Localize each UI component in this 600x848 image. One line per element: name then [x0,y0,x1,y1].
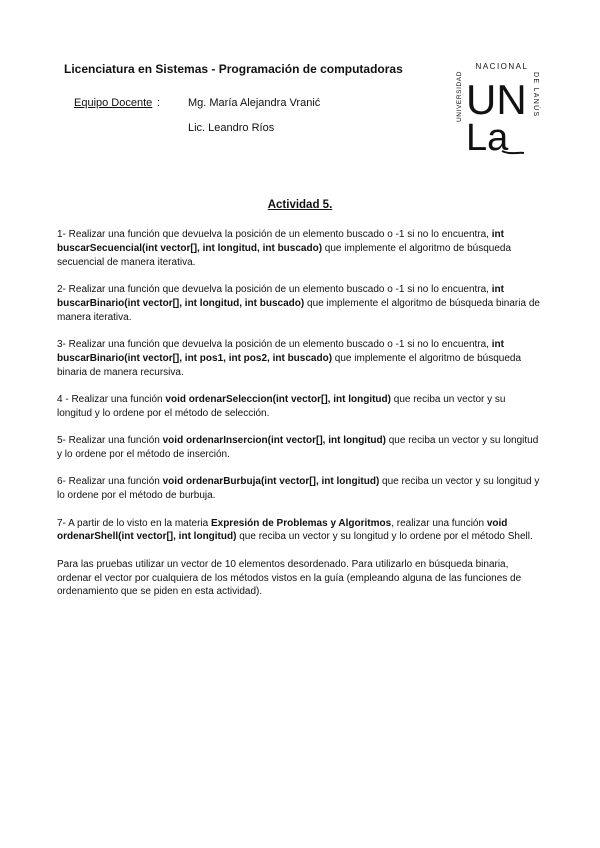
function-signature: void ordenarSeleccion(int vector[], int longitud) [165,393,391,405]
function-signature: int buscarBinario(int vector[], int longitud, int buscado) [57,283,504,309]
team-member-2: Lic. Leandro Ríos [188,122,275,134]
exercise-4: 4 - Realizar una función void ordenarSeleccion(int vector[], int longitud) que reciba un vector y su longitud y lo ordene por el método de selección. [57,393,506,419]
logo-top-text: NACIONAL [475,62,529,71]
function-signature: void ordenarInsercion(int vector[], int longitud) [162,435,386,447]
activity-content [57,228,543,613]
exercise-3: 3- Realizar una función que devuelva la posición de un elemento buscado o -1 si no lo encuentra, int buscarBinario(int vector[], int pos1, int pos2, int buscado) que implemente el algoritmo de búsqueda binaria de manera recursiva. [57,338,522,378]
activity-title: Actividad 5. [267,199,333,211]
team-label-colon: : [157,97,161,109]
logo-big-la: La [466,117,509,156]
logo-swash [502,151,524,153]
exercise-5: 5- Realizar una función void ordenarInsercion(int vector[], int longitud) que reciba un vector y su longitud y lo ordene por el método de inserción. [57,435,539,460]
function-signature: void ordenarShell(int vector[], int longitud) [57,517,508,543]
unla-logo [452,60,542,156]
subject-name: Expresión de Problemas y Algoritmos [210,517,392,529]
exercise-1: 1- Realizar una función que devuelva la posición de un elemento buscado o -1 si no lo encuentra, int buscarSecuencial(int vector[], int longitud, int buscado) que implemente el algoritmo de búsqueda secuencial de manera iterativa. [57,229,512,268]
closing-instructions: Para las pruebas utilizar un vector de 10 elementos desordenado. Para utilizarlo en búsqueda binaria, ordenar el vector por cualquiera de los métodos vistos en la guía (empleando alguna de las funciones de ordenamiento que se piden en esta actividad). [57,558,522,598]
logo-big-un: UN [466,76,527,123]
exercise-6: 6- Realizar una función void ordenarBurbuja(int vector[], int longitud) que reciba un vector y su longitud y lo ordene por el método de burbuja. [57,476,540,502]
team-label: Equipo Docente [74,97,153,109]
function-signature: int buscarBinario(int vector[], int pos1, int pos2, int buscado) [57,338,504,364]
exercise-7: 7- A partir de lo visto en la materia Expresión de Problemas y Algoritmos, realizar una función void ordenarShell(int vector[], int longitud) que reciba un vector y su longitud y lo ordene por el método Shell. [57,517,533,543]
function-signature: void ordenarBurbuja(int vector[], int longitud) [162,476,380,488]
team-member-1: Mg. María Alejandra Vranić [188,97,321,109]
function-signature: int buscarSecuencial(int vector[], int longitud, int buscado) [57,229,504,254]
course-title: Licenciatura en Sistemas - Programación de computadoras [64,62,403,76]
exercise-2: 2- Realizar una función que devuelva la posición de un elemento buscado o -1 si no lo encuentra, int buscarBinario(int vector[], int longitud, int buscado) que implemente el algoritmo de búsqueda binaria de manera iterativa. [57,283,540,323]
logo-right-text: DE LANÚS [532,72,539,118]
logo-left-text: UNIVERSIDAD [456,70,463,122]
